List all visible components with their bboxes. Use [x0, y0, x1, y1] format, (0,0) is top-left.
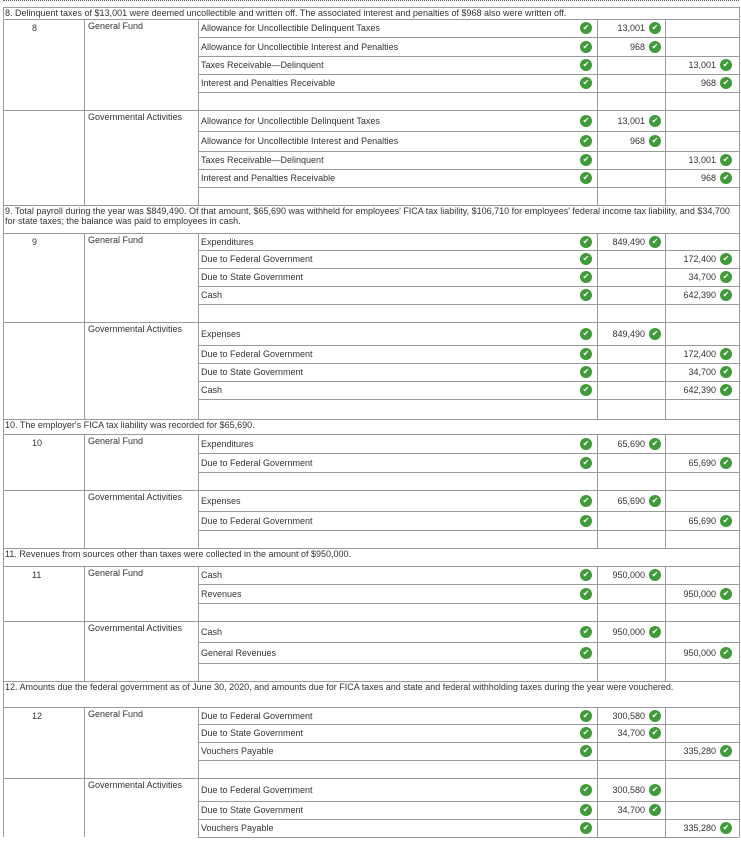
debit-input[interactable]: 968: [629, 42, 645, 52]
row-divider: [198, 381, 739, 382]
fund-name: General Fund: [88, 235, 144, 245]
debit-input[interactable]: 950,000: [612, 627, 645, 637]
account-correct-icon: ✔: [580, 438, 592, 450]
account-correct-icon: ✔: [580, 253, 592, 265]
debit-correct-icon: ✔: [649, 438, 661, 450]
account-select[interactable]: Cash: [201, 290, 223, 300]
credit-correct-icon: ✔: [720, 348, 732, 360]
debit-correct-icon: ✔: [649, 115, 661, 127]
account-select[interactable]: Expenditures: [201, 439, 254, 449]
credit-input[interactable]: 968: [700, 173, 716, 183]
account-correct-icon: ✔: [580, 710, 592, 722]
column-divider: [597, 434, 598, 490]
account-select[interactable]: Allowance for Uncollectible Delinquent Taxes: [201, 23, 380, 33]
account-correct-icon: ✔: [580, 115, 592, 127]
column-divider: [739, 110, 740, 205]
column-divider: [597, 621, 598, 681]
row-divider: [3, 490, 739, 491]
account-select[interactable]: Expenses: [201, 496, 241, 506]
account-select[interactable]: Taxes Receivable—Delinquent: [201, 155, 324, 165]
column-divider: [84, 19, 85, 110]
column-divider: [739, 707, 740, 778]
credit-input[interactable]: 172,400: [683, 349, 716, 359]
account-select[interactable]: Due to Federal Government: [201, 458, 313, 468]
row-divider: [198, 363, 739, 364]
row-divider: [198, 286, 739, 287]
row-divider: [3, 707, 739, 708]
column-divider: [3, 707, 4, 778]
column-divider: [3, 548, 4, 566]
debit-input[interactable]: 849,490: [612, 329, 645, 339]
account-select[interactable]: Due to State Government: [201, 367, 304, 377]
transaction-number: 11: [32, 570, 42, 580]
account-correct-icon: ✔: [580, 77, 592, 89]
column-divider: [739, 19, 740, 110]
column-divider: [3, 233, 4, 322]
account-correct-icon: ✔: [580, 515, 592, 527]
row-divider: [3, 434, 739, 435]
row-divider: [3, 233, 739, 234]
row-divider: [198, 453, 739, 454]
credit-input[interactable]: 172,400: [683, 254, 716, 264]
column-divider: [739, 621, 740, 681]
credit-input[interactable]: 950,000: [683, 648, 716, 658]
row-divider: [198, 724, 739, 725]
column-divider: [198, 778, 199, 837]
account-correct-icon: ✔: [580, 745, 592, 757]
account-select[interactable]: Cash: [201, 570, 223, 580]
row-divider: [198, 187, 739, 188]
column-divider: [198, 566, 199, 621]
column-divider: [84, 778, 85, 837]
fund-name: Governmental Activities: [88, 623, 183, 633]
row-divider: [198, 56, 739, 57]
account-correct-icon: ✔: [580, 154, 592, 166]
account-correct-icon: ✔: [580, 271, 592, 283]
column-divider: [3, 621, 4, 681]
credit-input[interactable]: 335,280: [683, 823, 716, 833]
credit-input[interactable]: 34,700: [688, 272, 716, 282]
account-select[interactable]: Due to Federal Government: [201, 349, 313, 359]
row-divider: [198, 37, 739, 38]
column-divider: [3, 778, 4, 837]
column-divider: [198, 322, 199, 419]
account-select[interactable]: Due to Federal Government: [201, 516, 313, 526]
column-divider: [597, 322, 598, 419]
debit-correct-icon: ✔: [649, 495, 661, 507]
account-select[interactable]: Revenues: [201, 589, 242, 599]
account-select[interactable]: Allowance for Uncollectible Interest and Penalties: [201, 42, 399, 52]
debit-input[interactable]: 13,001: [617, 116, 645, 126]
row-divider: [198, 169, 739, 170]
column-divider: [84, 707, 85, 778]
account-correct-icon: ✔: [580, 41, 592, 53]
fund-name: General Fund: [88, 21, 144, 31]
credit-input[interactable]: 950,000: [683, 589, 716, 599]
transaction-description: 10. The employer's FICA tax liability was recorded for $65,690.: [5, 420, 255, 430]
fund-name: General Fund: [88, 709, 144, 719]
account-correct-icon: ✔: [580, 59, 592, 71]
account-correct-icon: ✔: [580, 384, 592, 396]
account-select[interactable]: Due to Federal Government: [201, 711, 313, 721]
debit-correct-icon: ✔: [649, 626, 661, 638]
debit-input[interactable]: 300,580: [612, 785, 645, 795]
account-correct-icon: ✔: [580, 366, 592, 378]
debit-correct-icon: ✔: [649, 328, 661, 340]
credit-input[interactable]: 65,690: [688, 516, 716, 526]
column-divider: [665, 566, 666, 621]
debit-input[interactable]: 13,001: [617, 23, 645, 33]
row-divider: [198, 74, 739, 75]
row-divider: [3, 548, 739, 549]
column-divider: [84, 490, 85, 548]
column-divider: [739, 233, 740, 322]
account-select[interactable]: Allowance for Uncollectible Interest and Penalties: [201, 136, 399, 146]
column-divider: [739, 681, 740, 707]
column-divider: [597, 110, 598, 205]
credit-correct-icon: ✔: [720, 253, 732, 265]
credit-correct-icon: ✔: [720, 366, 732, 378]
debit-correct-icon: ✔: [649, 727, 661, 739]
row-divider: [198, 742, 739, 743]
column-divider: [3, 7, 4, 18]
column-divider: [739, 419, 740, 434]
column-divider: [597, 566, 598, 621]
top-divider: [3, 0, 739, 1]
row-divider: [198, 760, 739, 761]
credit-correct-icon: ✔: [720, 384, 732, 396]
column-divider: [739, 490, 740, 548]
row-divider: [198, 642, 739, 643]
credit-correct-icon: ✔: [720, 289, 732, 301]
account-select[interactable]: Taxes Receivable—Delinquent: [201, 60, 324, 70]
column-divider: [84, 621, 85, 681]
transaction-number: 9: [32, 237, 38, 247]
credit-input[interactable]: 13,001: [688, 155, 716, 165]
row-divider: [198, 603, 739, 604]
debit-correct-icon: ✔: [649, 804, 661, 816]
fund-name: General Fund: [88, 436, 144, 446]
column-divider: [739, 548, 740, 566]
column-divider: [84, 434, 85, 490]
row-divider: [198, 472, 739, 473]
transaction-description: 8. Delinquent taxes of $13,001 were deemed uncollectible and written off. The associated interest and penalties of $968 also were written off.: [5, 8, 567, 18]
row-divider: [198, 268, 739, 269]
column-divider: [739, 322, 740, 419]
column-divider: [739, 566, 740, 621]
row-divider: [3, 778, 739, 779]
row-divider: [3, 566, 739, 567]
row-divider: [198, 530, 739, 531]
row-divider: [3, 19, 739, 20]
row-divider: [198, 345, 739, 346]
row-divider: [198, 399, 739, 400]
row-divider: [3, 681, 739, 682]
account-select[interactable]: Cash: [201, 385, 223, 395]
credit-correct-icon: ✔: [720, 154, 732, 166]
column-divider: [3, 205, 4, 233]
debit-correct-icon: ✔: [649, 784, 661, 796]
account-select[interactable]: Vouchers Payable: [201, 823, 274, 833]
row-divider: [3, 621, 739, 622]
debit-correct-icon: ✔: [649, 236, 661, 248]
column-divider: [84, 566, 85, 621]
credit-input[interactable]: 642,390: [683, 290, 716, 300]
debit-input[interactable]: 34,700: [617, 805, 645, 815]
debit-input[interactable]: 65,690: [617, 496, 645, 506]
row-divider: [198, 837, 739, 838]
row-divider: [3, 205, 739, 206]
column-divider: [84, 110, 85, 205]
column-divider: [739, 205, 740, 233]
fund-name: Governmental Activities: [88, 780, 183, 790]
column-divider: [739, 7, 740, 18]
column-divider: [665, 778, 666, 837]
column-divider: [739, 434, 740, 490]
transaction-number: 10: [32, 438, 43, 448]
column-divider: [84, 233, 85, 322]
column-divider: [597, 233, 598, 322]
account-select[interactable]: Allowance for Uncollectible Delinquent Taxes: [201, 116, 380, 126]
column-divider: [3, 490, 4, 548]
column-divider: [665, 434, 666, 490]
account-correct-icon: ✔: [580, 135, 592, 147]
credit-input[interactable]: 335,280: [683, 746, 716, 756]
account-correct-icon: ✔: [580, 804, 592, 816]
column-divider: [198, 490, 199, 548]
credit-correct-icon: ✔: [720, 77, 732, 89]
account-correct-icon: ✔: [580, 647, 592, 659]
account-select[interactable]: Due to State Government: [201, 728, 304, 738]
account-select[interactable]: Due to State Government: [201, 805, 304, 815]
row-divider: [198, 131, 739, 132]
column-divider: [3, 419, 4, 434]
debit-correct-icon: ✔: [649, 22, 661, 34]
row-divider: [198, 511, 739, 512]
column-divider: [597, 778, 598, 837]
credit-correct-icon: ✔: [720, 172, 732, 184]
account-select[interactable]: Due to State Government: [201, 272, 304, 282]
column-divider: [3, 110, 4, 205]
credit-correct-icon: ✔: [720, 59, 732, 71]
credit-input[interactable]: 968: [700, 78, 716, 88]
transaction-number: 8: [32, 23, 38, 33]
debit-correct-icon: ✔: [649, 569, 661, 581]
column-divider: [3, 566, 4, 621]
column-divider: [198, 19, 199, 110]
column-divider: [665, 490, 666, 548]
column-divider: [597, 19, 598, 110]
account-correct-icon: ✔: [580, 348, 592, 360]
account-correct-icon: ✔: [580, 22, 592, 34]
debit-input[interactable]: 849,490: [612, 237, 645, 247]
row-divider: [198, 663, 739, 664]
transaction-description: 9. Total payroll during the year was $849,490. Of that amount, $65,690 was withheld for employees' FICA tax liability, $106,710 for employees' federal income tax liability, and $34,700 for state taxes; the balance was paid to employees in cash.: [5, 206, 730, 226]
credit-input[interactable]: 13,001: [688, 60, 716, 70]
column-divider: [665, 19, 666, 110]
transaction-description: 12. Amounts due the federal government as of June 30, 2020, and amounts due for FICA taxes and state and federal withholding taxes during the year were vouchered.: [5, 682, 674, 692]
debit-correct-icon: ✔: [649, 710, 661, 722]
credit-correct-icon: ✔: [720, 588, 732, 600]
account-correct-icon: ✔: [580, 588, 592, 600]
fund-name: Governmental Activities: [88, 112, 183, 122]
debit-input[interactable]: 968: [629, 136, 645, 146]
transaction-number: 12: [32, 711, 43, 721]
account-correct-icon: ✔: [580, 822, 592, 834]
account-select[interactable]: Due to Federal Government: [201, 254, 313, 264]
debit-correct-icon: ✔: [649, 41, 661, 53]
account-select[interactable]: Cash: [201, 627, 223, 637]
account-correct-icon: ✔: [580, 727, 592, 739]
column-divider: [3, 19, 4, 110]
column-divider: [3, 434, 4, 490]
credit-input[interactable]: 34,700: [688, 367, 716, 377]
debit-input[interactable]: 950,000: [612, 570, 645, 580]
account-correct-icon: ✔: [580, 495, 592, 507]
column-divider: [597, 490, 598, 548]
column-divider: [739, 778, 740, 837]
account-correct-icon: ✔: [580, 172, 592, 184]
transaction-description: 11. Revenues from sources other than taxes were collected in the amount of $950,000.: [5, 549, 352, 559]
column-divider: [198, 434, 199, 490]
row-divider: [198, 92, 739, 93]
column-divider: [198, 233, 199, 322]
credit-input[interactable]: 642,390: [683, 385, 716, 395]
account-select[interactable]: Vouchers Payable: [201, 746, 274, 756]
debit-correct-icon: ✔: [649, 135, 661, 147]
account-select[interactable]: Expenses: [201, 329, 241, 339]
debit-input[interactable]: 300,580: [612, 711, 645, 721]
column-divider: [665, 233, 666, 322]
account-correct-icon: ✔: [580, 289, 592, 301]
debit-input[interactable]: 65,690: [617, 439, 645, 449]
column-divider: [665, 110, 666, 205]
row-divider: [198, 819, 739, 820]
row-divider: [198, 151, 739, 152]
debit-input[interactable]: 34,700: [617, 728, 645, 738]
row-divider: [198, 304, 739, 305]
account-select[interactable]: General Revenues: [201, 648, 277, 658]
column-divider: [198, 110, 199, 205]
fund-name: General Fund: [88, 568, 144, 578]
row-divider: [3, 7, 739, 8]
column-divider: [665, 621, 666, 681]
row-divider: [198, 250, 739, 251]
account-correct-icon: ✔: [580, 328, 592, 340]
account-correct-icon: ✔: [580, 784, 592, 796]
row-divider: [198, 584, 739, 585]
column-divider: [84, 322, 85, 419]
credit-correct-icon: ✔: [720, 515, 732, 527]
row-divider: [3, 419, 739, 420]
fund-name: Governmental Activities: [88, 492, 183, 502]
row-divider: [3, 110, 739, 111]
row-divider: [198, 801, 739, 802]
credit-correct-icon: ✔: [720, 822, 732, 834]
account-select[interactable]: Due to Federal Government: [201, 785, 313, 795]
account-select[interactable]: Interest and Penalties Receivable: [201, 173, 336, 183]
account-select[interactable]: Interest and Penalties Receivable: [201, 78, 336, 88]
credit-correct-icon: ✔: [720, 647, 732, 659]
account-correct-icon: ✔: [580, 626, 592, 638]
fund-name: Governmental Activities: [88, 324, 183, 334]
account-correct-icon: ✔: [580, 569, 592, 581]
column-divider: [198, 621, 199, 681]
column-divider: [3, 322, 4, 419]
credit-correct-icon: ✔: [720, 271, 732, 283]
account-select[interactable]: Expenditures: [201, 237, 254, 247]
credit-input[interactable]: 65,690: [688, 458, 716, 468]
column-divider: [3, 681, 4, 707]
account-correct-icon: ✔: [580, 457, 592, 469]
row-divider: [3, 322, 739, 323]
account-correct-icon: ✔: [580, 236, 592, 248]
credit-correct-icon: ✔: [720, 457, 732, 469]
column-divider: [665, 322, 666, 419]
credit-correct-icon: ✔: [720, 745, 732, 757]
